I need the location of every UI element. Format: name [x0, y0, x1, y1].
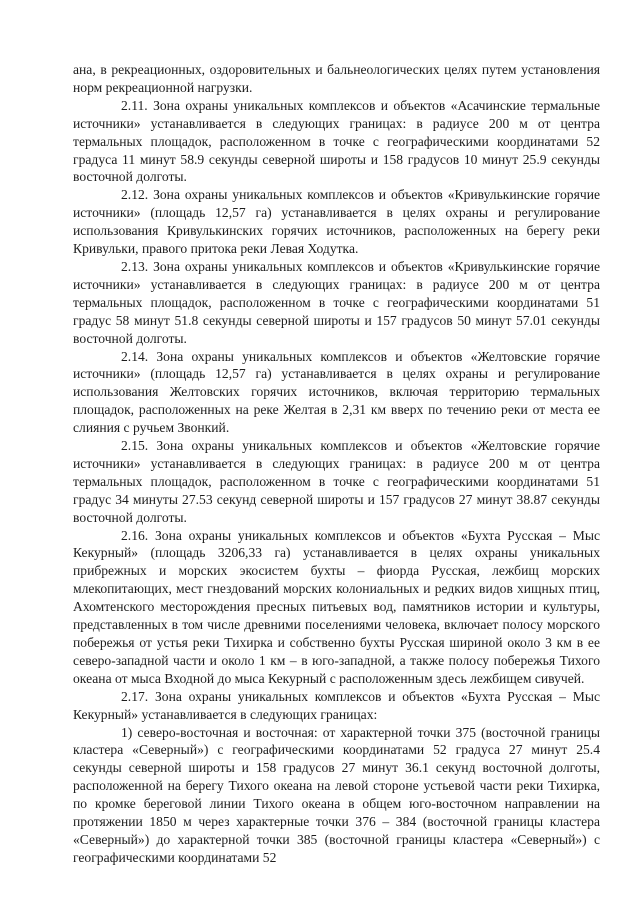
paragraph-2-17: 2.17. Зона охраны уникальных комплексов и объектов «Бухта Русская – Мыс Кекурный» устанавливается в следующих границах: — [73, 688, 600, 722]
paragraph-2-16: 2.16. Зона охраны уникальных комплексов и объектов «Бухта Русская – Мыс Кекурный» (площадь 3206,33 га) устанавливается в целях охраны уникальных прибрежных и морских экосистем бухты – фиорда Русская, лежбищ морских млекопитающих, мест гнездований морских колониальных и редких видов хищных птиц, Ахомтенского месторождения пресных питьевых вод, памятников истории и культуры, представленных в том числе древними поселениями человека, включает полосу морского побережья от устья реки Тихирка и собственно бухты Русская шириной около 3 км в ее северо-западной части и около 1 км – в юго-западной, а также полосу побережья Тихого океана от мыса Входной до мыса Кекурный с расположенным здесь лежбищем сивучей. — [73, 527, 600, 686]
paragraph-2-11: 2.11. Зона охраны уникальных комплексов и объектов «Асачинские термальные источники» устанавливается в следующих границах: в радиусе 200 м от центра термальных площадок, расположенном в точке с географическими координатами 52 градуса 11 минут 58.9 секунды северной широты и 158 градусов 10 минут 25.9 секунды восточной долготы. — [73, 97, 600, 185]
paragraph-2-15: 2.15. Зона охраны уникальных комплексов и объектов «Желтовские горячие источники» устанавливается в следующих границах: в радиусе 200 м от центра термальных площадок, расположенном в точке с географическими координатами 51 градус 34 минуты 27.53 секунд северной широты и 157 градусов 27 минут 38.87 секунды восточной долготы. — [73, 438, 600, 525]
paragraph-2-14: 2.14. Зона охраны уникальных комплексов и объектов «Желтовские горячие источники» (площадь 12,57 га) устанавливается в целях охраны и регулирование использования Желтовских горячих источников, включая территорию термальных площадок, расположенных на реке Желтая в 2,31 км вверх по течению реки от места ее слияния с ручьем Звонкий. — [73, 348, 600, 436]
paragraph-2-17-item-1: 1) северо-восточная и восточная: от характерной точки 375 (восточной границы кластера «Северный») с географическими координатами 52 градуса 27 минут 25.4 секунды северной широты и 158 градусов 27 минут 36.1 секунд восточной долготы, расположенной на берегу Тихого океана на левой стороне устьевой части реки Тихирка, по кромке береговой линии Тихого океана в общем юго-восточном направлении на протяжении 1850 м через характерные точки 376 – 384 (восточной границы кластера «Северный») до характерной точки 385 (восточной границы кластера «Северный») с географическими координатами 52 — [73, 724, 600, 865]
paragraph-2-12: 2.12. Зона охраны уникальных комплексов и объектов «Кривулькинские горячие источники» (площадь 12,57 га) устанавливается в целях охраны и регулирование использования Кривулькинских горячих источников, расположенных на берегу реки Кривульки, правого притока реки Левая Ходутка. — [73, 187, 600, 257]
paragraph-2-13: 2.13. Зона охраны уникальных комплексов и объектов «Кривулькинские горячие источники» устанавливается в следующих границах: в радиусе 200 м от центра термальных площадок, расположенном в точке с географическими координатами 51 градус 58 минут 51.8 секунды северной широты и 157 градусов 50 минут 57.01 секунды восточной долготы. — [73, 258, 600, 346]
paragraph-continuation: ана, в рекреационных, оздоровительных и бальнеологических целях путем установления норм рекреационной нагрузки. — [73, 62, 600, 95]
